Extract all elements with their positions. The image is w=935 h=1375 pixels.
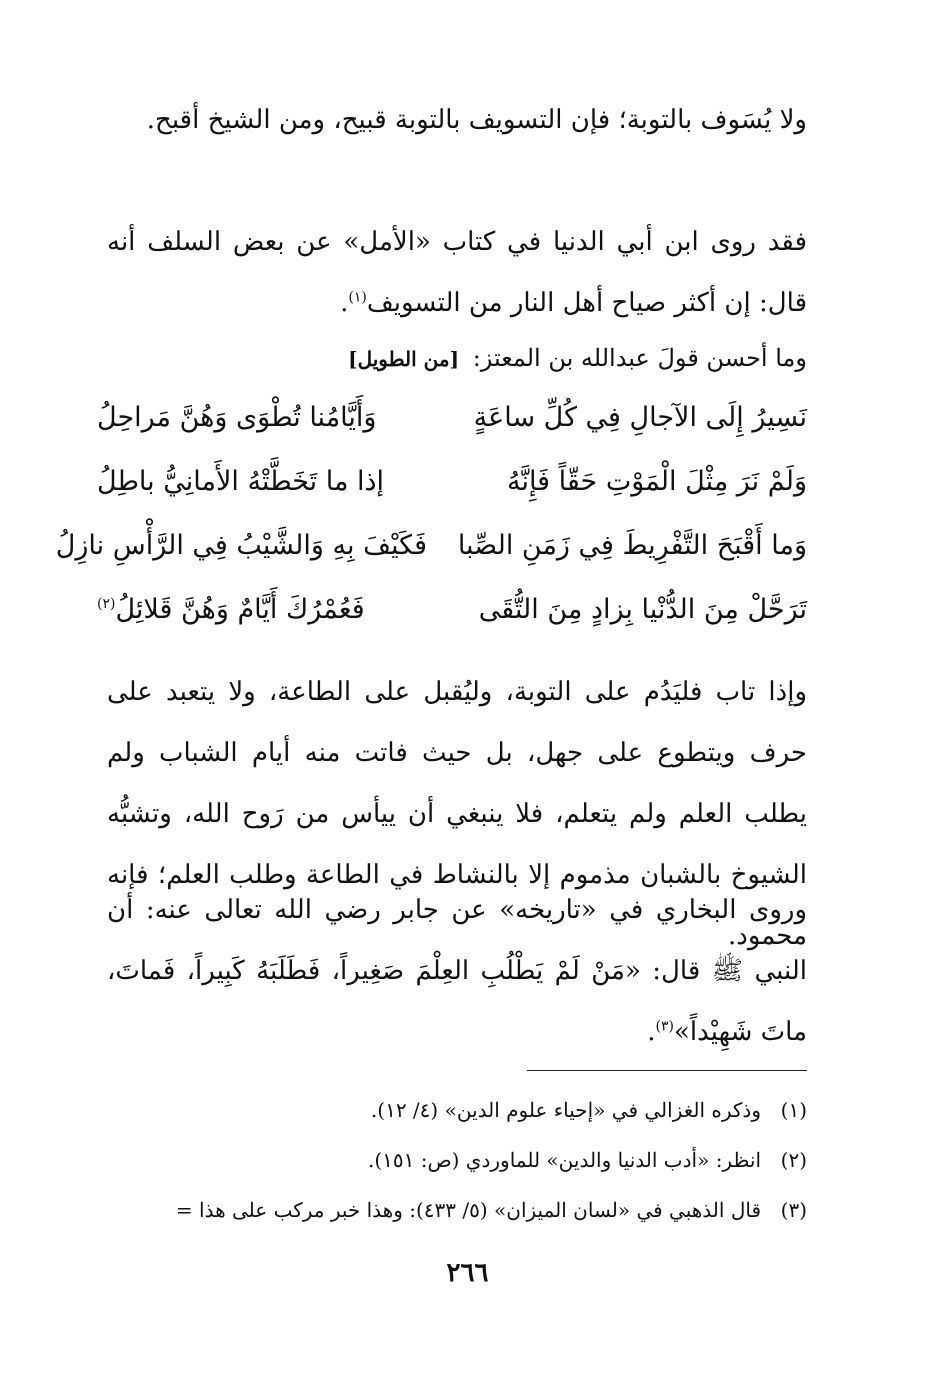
footnote-item: [87, 1185, 807, 1235]
footnote-item: [87, 1085, 807, 1135]
footnote-item: [87, 1135, 807, 1185]
footnote-number: (١): [780, 1098, 807, 1122]
poem-intro-text: وما أحسن قولَ عبدالله بن المعتز:: [472, 344, 807, 372]
verse-first-hemistich: وَلَمْ نَرَ مِثْلَ الْمَوْتِ حَقّاً فَإِنَّهُ: [506, 465, 807, 497]
footnote-text: انظر: «أدب الدنيا والدين» للماوردي (ص: ١٥١).: [367, 1148, 761, 1172]
verse-row: [55, 513, 807, 577]
paragraph-2-end: .: [340, 288, 349, 318]
verse-second-hemistich: [97, 594, 427, 625]
paragraph-3-text: وإذا تاب فليَدُم على التوبة، وليُقبل على الطاعة، ولا يتعبد على حرف ويتطوع على جهل، بل حيث فاتت منه أيام الشباب ولم يطلب العلم ولم يتعلم، فلا ينبغي أن ييأس من رَوح الله، وتشبُّه الشيوخ بالشبان مذموم إلا بالنشاط في الطاعة وطلب العلم؛ فإنه محمود.: [107, 677, 808, 951]
footnote-number: (٢): [780, 1148, 807, 1172]
footnote-text: قال الذهبي في «لسان الميزان» (٥/ ٤٣٣): وهذا خبر مركب على هذا =: [175, 1198, 761, 1222]
verse-row: [97, 577, 807, 641]
footnote-ref-2[interactable]: (٢): [97, 595, 116, 612]
footnote-text: وذكره الغزالي في «إحياء علوم الدين» (٤/ ١٢).: [370, 1098, 761, 1122]
footnote-ref-1[interactable]: (١): [348, 289, 367, 306]
paragraph-1: [107, 90, 807, 151]
poem: [55, 385, 807, 641]
verse-row: [97, 449, 807, 513]
paragraph-2-text: فقد روى ابن أبي الدنيا في كتاب «الأمل» عن بعض السلف أنه قال: إن أكثر صياح أهل النار من التسويف: [107, 227, 807, 318]
footnotes: [87, 1085, 807, 1235]
verse-first-hemistich: تَرَحَّلْ مِنَ الدُّنْيا بِزادٍ مِنَ التُّقَى: [478, 593, 807, 625]
verse-first-hemistich: وَما أَقْبَحَ التَّفْرِيطَ فِي زَمَنِ الصِّبا: [457, 529, 807, 561]
verse-second-hemistich-text: فَعُمْرُكَ أَيَّامٌ وَهُنَّ قَلائِلُ: [115, 593, 365, 625]
verse-second-hemistich: فَكَيْفَ بِهِ وَالشَّيْبُ فِي الرَّأْسِ نازِلُ: [55, 529, 427, 561]
verse-second-hemistich: إذا ما تَخَطَّتْهُ الأَمانِيُّ باطِلُ: [97, 465, 385, 497]
page-number: ٢٦٦: [446, 1258, 489, 1288]
paragraph-4: [107, 880, 807, 1063]
poem-intro: [107, 328, 807, 390]
footnote-number: (٣): [780, 1198, 807, 1222]
verse-second-hemistich: وَأَيَّامُنا تُطْوَى وَهُنَّ مَراحِلُ: [97, 401, 377, 433]
paragraph-4-end: .: [647, 1017, 656, 1047]
poem-meter-label: [من الطويل]: [348, 347, 460, 371]
footnote-ref-3[interactable]: (٣): [655, 1018, 675, 1035]
paragraph-2: [107, 212, 807, 334]
verse-first-hemistich: نَسِيرُ إِلَى الآجالِ فِي كُلِّ ساعَةٍ: [473, 401, 807, 433]
paragraph-1-text: ولا يُسَوف بالتوبة؛ فإن التسويف بالتوبة قبيح، ومن الشيخ أقبح.: [146, 105, 807, 135]
footnote-separator: [527, 1070, 807, 1071]
paragraph-4-text: وروى البخاري في «تاريخه» عن جابر رضي الله تعالى عنه: أن النبي ﷺ قال: «مَنْ لَمْ يَطْلُبِ العِلْمَ صَغِيراً، فَطَلَبَهُ كَبِيراً، فَماتَ، ماتَ شَهِيْداً»: [107, 895, 807, 1047]
verse-row: [97, 385, 807, 449]
